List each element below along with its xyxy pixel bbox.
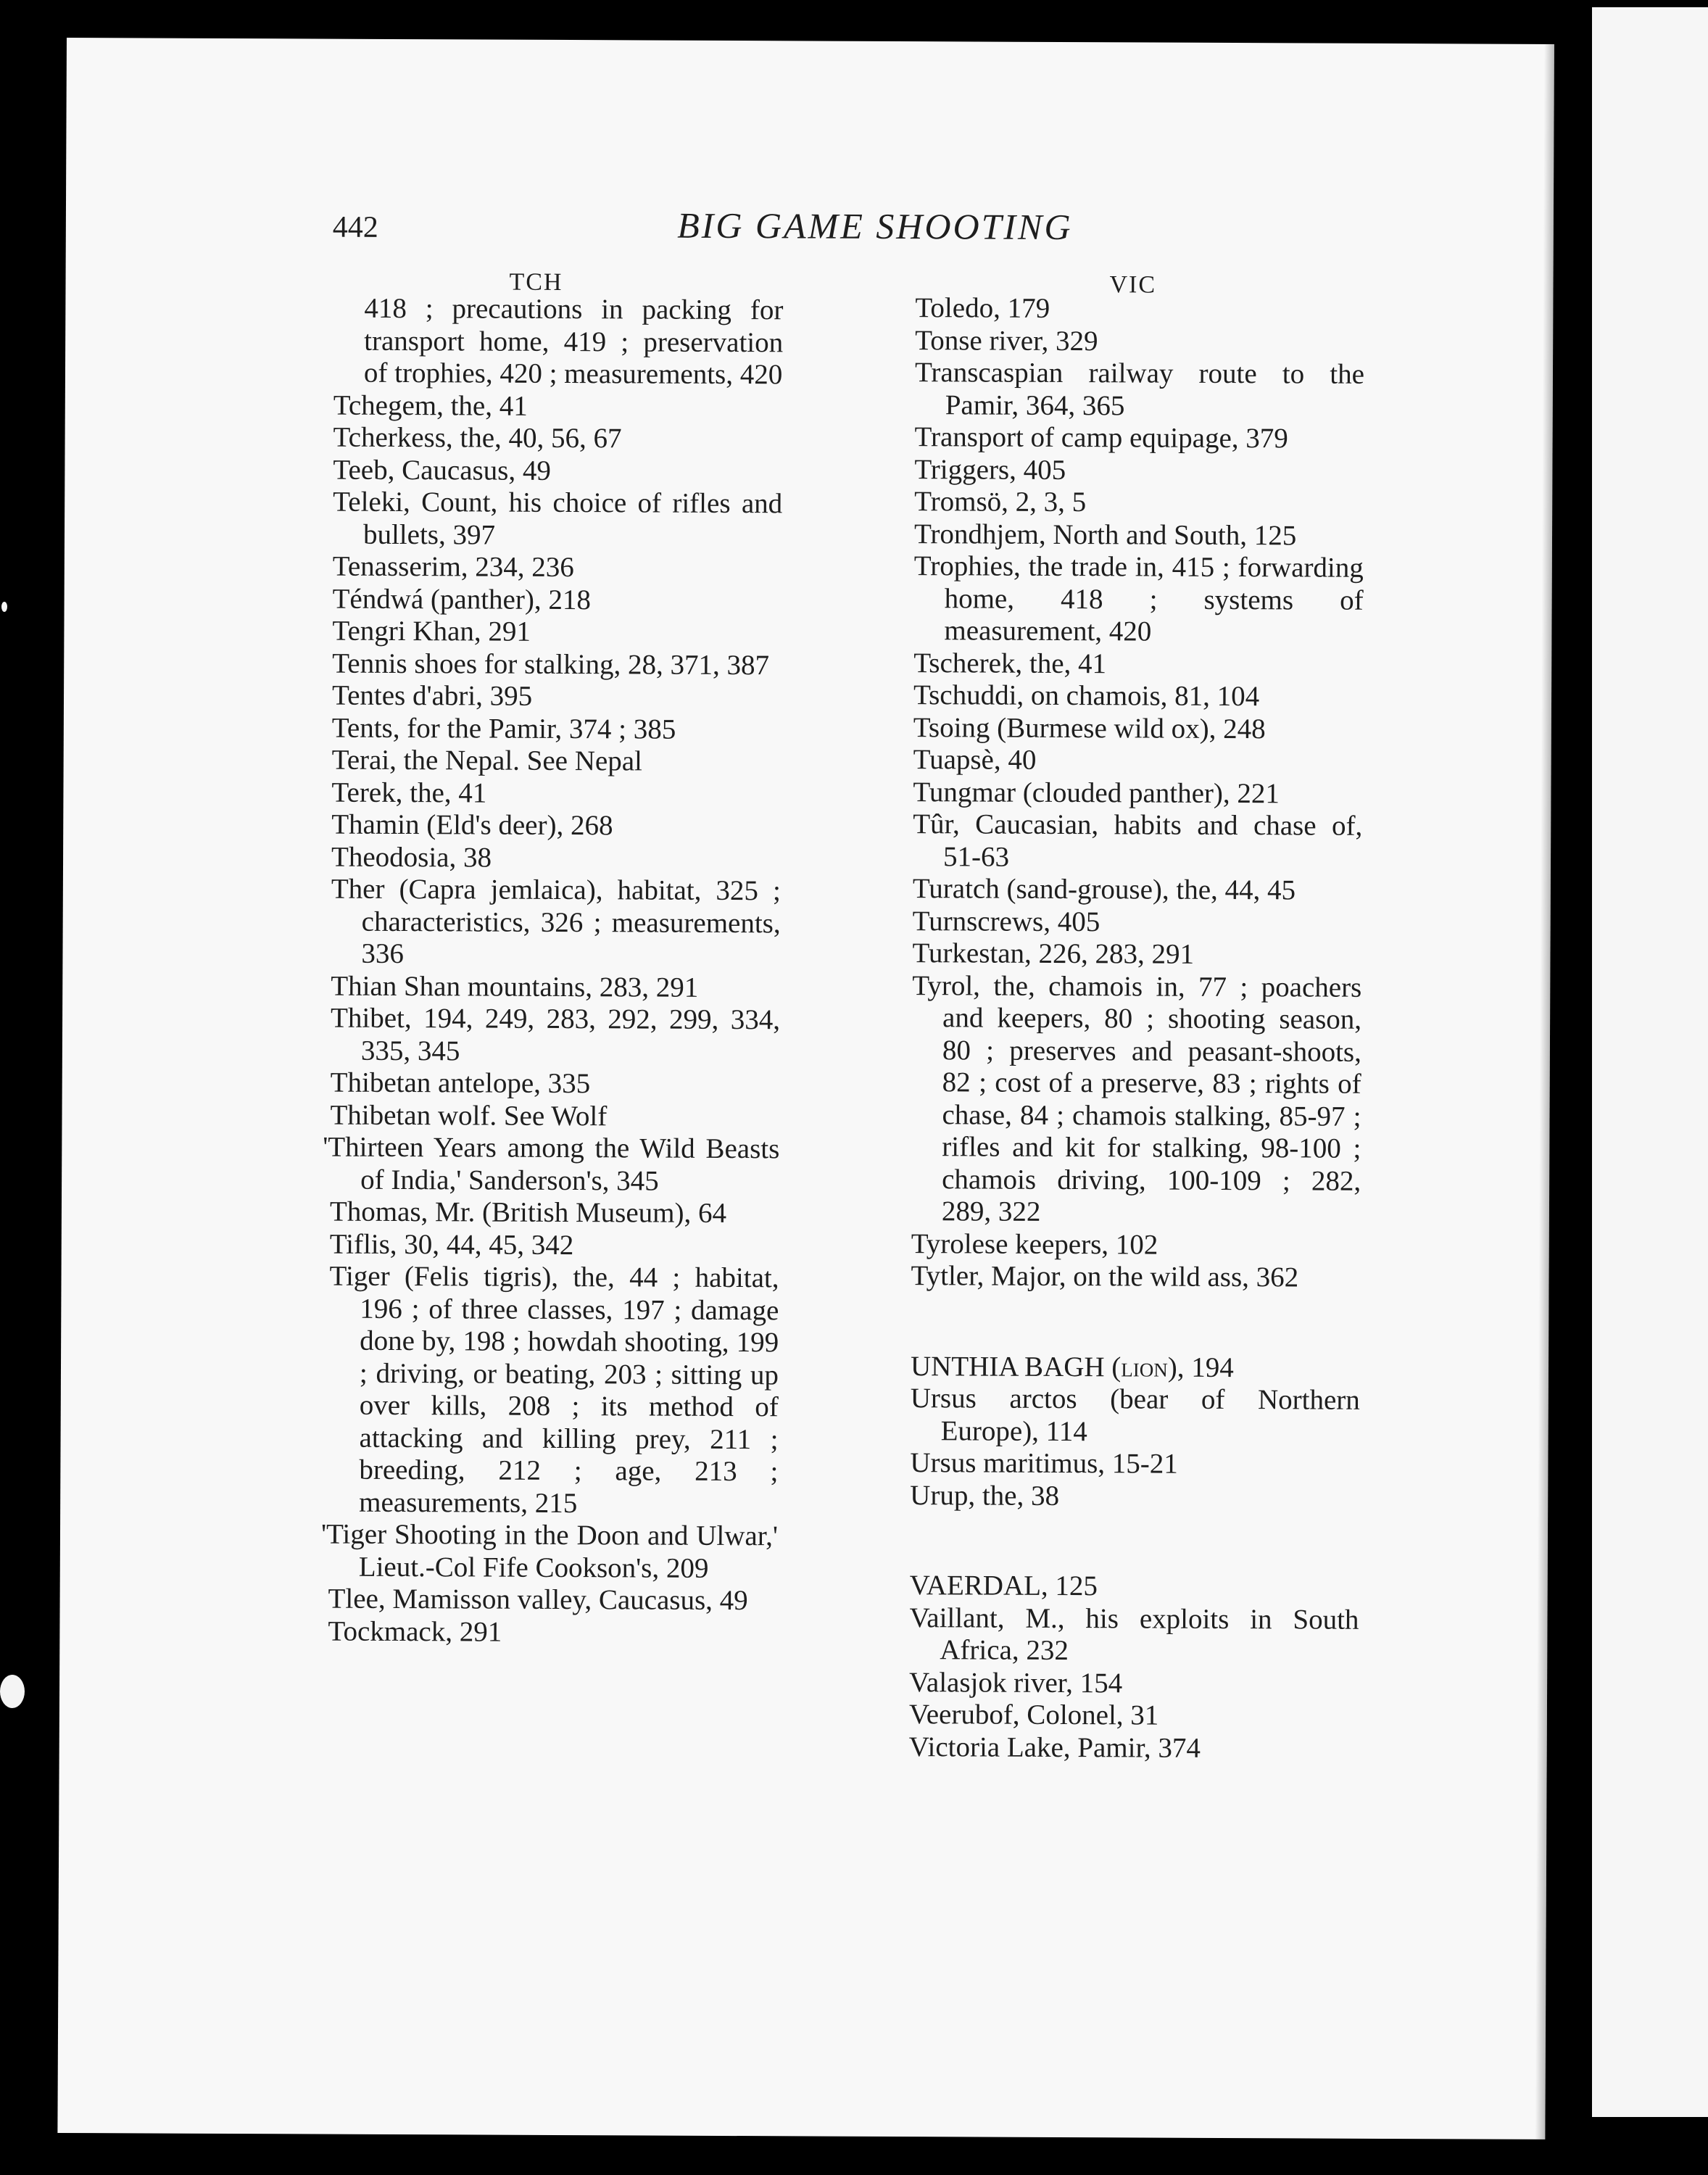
left-guide-word: TCH <box>509 268 563 296</box>
index-entry: Tennis shoes for stalking, 28, 371, 387 <box>332 647 770 681</box>
index-entry: Thian Shan mountains, 283, 291 <box>331 970 699 1003</box>
index-entry: Tsoing (Burmese wild ox), 248 <box>913 711 1266 745</box>
index-entry: Tuapsè, 40 <box>913 744 1037 776</box>
paper-speck <box>1 602 7 612</box>
index-entry: Tenasserim, 234, 236 <box>332 550 574 584</box>
index-entry: Tromsö, 2, 3, 5 <box>914 486 1087 518</box>
index-entry: Tscherek, the, 41 <box>913 647 1107 679</box>
index-entry: Terek, the, 41 <box>331 776 487 809</box>
index-entry: Téndwá (panther), 218 <box>332 583 591 616</box>
index-entry: Transport of camp equipage, 379 <box>914 421 1288 455</box>
index-entry: 'Tiger Shooting in the Doon and Ulwar,' Lieut.-Col Fife Cookson's, 209 <box>320 1518 779 1584</box>
index-entry: Tytler, Major, on the wild ass, 362 <box>911 1260 1299 1293</box>
index-entry: Tentes d'abri, 395 <box>331 679 533 712</box>
index-entry: Theodosia, 38 <box>331 841 492 874</box>
index-entry: Tyrolese keepers, 102 <box>911 1227 1158 1261</box>
index-entry: Valasjok river, 154 <box>909 1666 1123 1699</box>
index-entry: Thamin (Eld's deer), 268 <box>331 808 613 842</box>
index-entry: Vaillant, M., his exploits in South Africa, 232 <box>909 1602 1359 1667</box>
index-entry: Terai, the Nepal. See Nepal <box>331 744 642 777</box>
index-entry: Tcherkess, the, 40, 56, 67 <box>333 421 622 455</box>
index-entry: Thibetan antelope, 335 <box>330 1066 591 1100</box>
book-page <box>57 38 1554 2139</box>
index-entry: Teleki, Count, his choice of rifles and bullets, 397 <box>333 486 783 551</box>
index-entry: Ursus maritimus, 15-21 <box>910 1447 1178 1480</box>
index-entry: Turnscrews, 405 <box>912 905 1100 937</box>
index-entry: Victoria Lake, Pamir, 374 <box>908 1731 1201 1764</box>
index-entry: Transcaspian railway route to the Pamir, 364, 365 <box>914 357 1365 421</box>
index-entry: Toledo, 179 <box>915 292 1050 324</box>
index-entry: Tents, for the Pamir, 374 ; 385 <box>331 712 676 745</box>
index-entry: Trondhjem, North and South, 125 <box>913 518 1297 551</box>
index-entry: 'Thirteen Years among the Wild Beasts of India,' Sanderson's, 345 <box>323 1131 780 1197</box>
index-column-right <box>909 292 1365 1765</box>
index-entry: Tûr, Caucasian, habits and chase of, 51-63 <box>913 808 1363 873</box>
index-entry: 418 ; precautions in packing for transport home, 419 ; preservation of trophies, 420 ; measurements, 420 <box>363 292 784 391</box>
gutter-shadow <box>1535 44 1554 2139</box>
index-entry: Tiflis, 30, 44, 45, 342 <box>329 1228 574 1261</box>
facing-page-edge <box>1592 7 1708 2117</box>
page-number: 442 <box>332 210 378 244</box>
index-entry: Turkestan, 226, 283, 291 <box>912 937 1195 970</box>
section-letter-entry: UNTHIA BAGH (lion), 194 <box>910 1350 1234 1383</box>
index-entry: Triggers, 405 <box>914 453 1066 486</box>
index-entry: Tengri Khan, 291 <box>332 615 531 647</box>
running-title: BIG GAME SHOOTING <box>677 204 1073 248</box>
index-entry: Tockmack, 291 <box>328 1615 502 1648</box>
index-entry: Tyrol, the, chamois in, 77 ; poachers and keepers, 80 ; shooting season, 80 ; preserves and peasant-shoots, 82 ; cost of a preserve, 83 ; rights of chase, 84 ; chamois stalking, 85-97 ; rifles and kit for stalking, 98-100 ; chamois driving, 100-109 ; 282, 289, 322 <box>912 969 1362 1227</box>
index-entry: Veerubof, Colonel, 31 <box>908 1699 1159 1731</box>
index-entry-section-v <box>910 1570 1359 1604</box>
index-entry: Ursus arctos (bear of Northern Europe), 114 <box>910 1383 1360 1447</box>
right-guide-word: VIC <box>1109 271 1157 299</box>
index-entry: Thomas, Mr. (British Museum), 64 <box>329 1196 727 1229</box>
index-entry: Tchegem, the, 41 <box>333 389 528 422</box>
index-entry: Trophies, the trade in, 415 ; forwarding home, 418 ; systems of measurement, 420 <box>913 550 1364 647</box>
index-entry: Thibetan wolf. See Wolf <box>330 1099 608 1132</box>
index-entry: Tschuddi, on chamois, 81, 104 <box>913 679 1260 713</box>
index-entry: Turatch (sand-grouse), the, 44, 45 <box>912 873 1296 906</box>
index-column-left <box>320 292 784 1650</box>
index-entry: Tiger (Felis tigris), the, 44 ; habitat, 196 ; of three classes, 197 ; damage done by, 198 ; howdah shooting, 199 ; driving, or beating, 203 ; sitting up over kills, 208 ; its method of attacking and killing prey, 211 ; breeding, 212 ; age, 213 ; measurements, 215 <box>329 1260 779 1519</box>
index-entry: Urup, the, 38 <box>910 1479 1060 1512</box>
index-entry: Tonse river, 329 <box>915 324 1098 357</box>
index-entry: Ther (Capra jemlaica), habitat, 325 ; characteristics, 326 ; measurements, 336 <box>331 873 781 970</box>
index-entry: Tlee, Mamisson valley, Caucasus, 49 <box>328 1583 748 1617</box>
section-letter-entry: VAERDAL, 125 <box>909 1570 1098 1602</box>
index-entry-section-u <box>911 1351 1360 1385</box>
index-entry: Tungmar (clouded panther), 221 <box>913 776 1280 809</box>
index-entry: Thibet, 194, 249, 283, 292, 299, 334, 335, 345 <box>331 1002 781 1066</box>
index-entry: Teeb, Caucasus, 49 <box>333 454 552 486</box>
paper-speck <box>0 1675 25 1708</box>
